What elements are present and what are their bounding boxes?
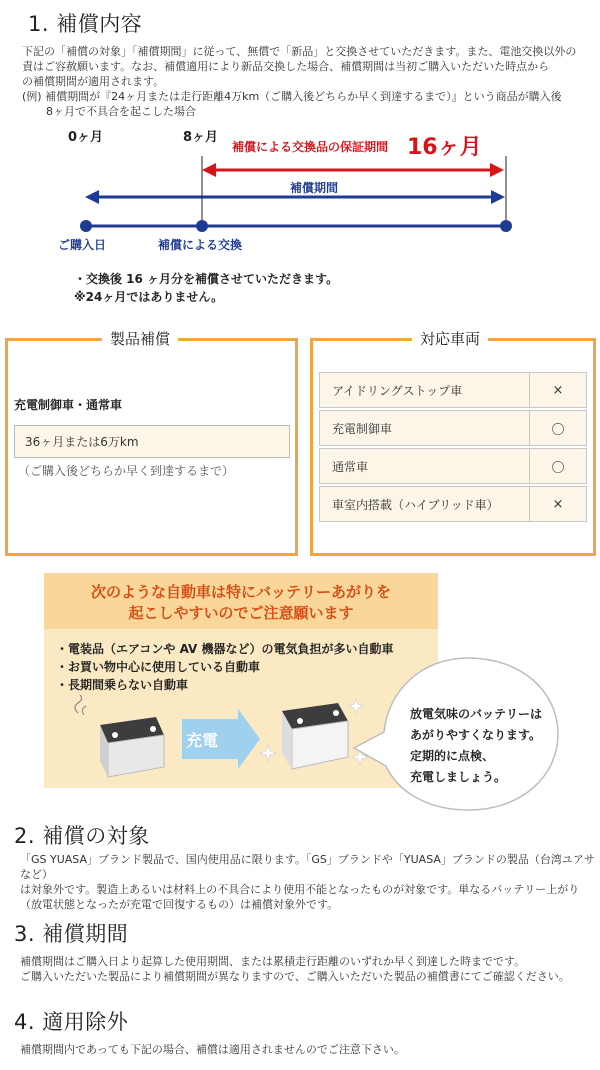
discharged-battery-icon [75, 695, 164, 777]
section-4-heading: 4. 適用除外 [14, 1010, 129, 1034]
end-dot [500, 220, 512, 232]
timeline-note-2: ※24ヶ月ではありません。 [74, 290, 224, 304]
vehicle-row [319, 448, 587, 484]
caution-item: ・お買い物中心に使用している自動車 [56, 660, 261, 674]
vehicles-table [319, 372, 587, 522]
product-value: 36ヶ月または6万km [14, 425, 290, 458]
text-line: 8ヶ月で不具合を起こした場合 [46, 105, 196, 118]
timeline-label-8: 8ヶ月 [183, 130, 219, 145]
product-warranty-title: 製品補償 [102, 328, 178, 349]
caution-heading-line: 次のような自動車は特にバッテリーあがりを [90, 583, 391, 601]
text-line: 下記の「補償の対象」「補償期間」に従って、無償で「新品」と交換させていただきます。また、電池交換以外の [22, 45, 577, 58]
product-subtitle: 充電制御車・通常車 [14, 398, 123, 412]
vehicle-mark: 〇 [551, 422, 565, 438]
section-4-paragraph [20, 1042, 595, 1057]
text-line: 補償期間はご購入日より起算した使用期間、または累積走行距離のいずれか早く到達した時までです。 [20, 955, 526, 968]
charge-label: 充電 [186, 731, 219, 750]
vehicle-name: 通常車 [320, 449, 530, 483]
vehicle-mark: × [552, 382, 564, 398]
timeline-note-1: ・交換後 16 ヶ月分を補償させていただきます。 [74, 272, 339, 286]
vehicle-name: アイドリングストップ車 [320, 373, 530, 407]
text-line: は対象外です。製造上あるいは材料上の不具合により使用不能となったものが対象です。単なるバッテリー上がり [20, 883, 580, 896]
section-2-heading: 2. 補償の対象 [14, 824, 150, 848]
section-3-paragraph [20, 954, 595, 984]
exchange-label: 補償による交換 [158, 238, 243, 252]
text-line: の補償期間が適用されます。 [22, 75, 165, 88]
purchase-label: ご購入日 [58, 238, 107, 252]
vehicle-row [319, 410, 587, 446]
warranty-label: 補償による交換品の保証期間 [232, 140, 389, 154]
caution-heading-line: 起こしやすいのでご注意願います [128, 604, 354, 622]
section-1-paragraph [22, 44, 582, 89]
vehicle-mark: × [552, 496, 564, 512]
bubble-line: 放電気味のバッテリーは [410, 707, 543, 721]
caution-item: ・電装品（エアコンや AV 機器など）の電気負担が多い自動車 [56, 642, 394, 656]
caution-item: ・長期間乗らない自動車 [56, 678, 189, 692]
section-2-paragraph [20, 852, 595, 912]
vehicle-mark: 〇 [551, 460, 565, 476]
caution-heading [44, 582, 438, 624]
vehicle-row [319, 372, 587, 408]
text-line: （放電状態となったが充電で回復するもの）は補償対象外です。 [20, 898, 339, 911]
section-3-heading: 3. 補償期間 [14, 922, 129, 946]
period-label: 補償期間 [290, 181, 339, 195]
exchange-dot [196, 220, 208, 232]
bubble-line: 充電しましょう。 [410, 770, 507, 784]
timeline-label-0: 0ヶ月 [68, 130, 104, 145]
example-text [22, 89, 582, 119]
warranty-arrow [202, 163, 504, 177]
purchase-dot [80, 220, 92, 232]
text-line: 「GS YUASA」ブランド製品で、国内使用品に限ります。「GS」ブランドや「YUASA」ブランドの製品（台湾ユアサなど） [20, 853, 595, 881]
product-note: （ご購入後どちらか早く到達するまで） [18, 464, 235, 478]
text-line: 補償期間内であっても下記の場合、補償は適用されませんのでご注意下さい。 [20, 1043, 405, 1056]
section-1-heading: 1. 補償内容 [28, 12, 143, 36]
bubble-line: 定期的に点検、 [410, 749, 495, 763]
text-line: ご購入いただいた製品により補償期間が異なりますので、ご購入いただいた製品の補償書にてご確認ください。 [20, 970, 570, 983]
vehicles-title: 対応車両 [412, 328, 488, 349]
text-line: (例) 補償期間が『24ヶ月または走行距離4万km（ご購入後どちらか早く到達するまで）』という商品が購入後 [22, 90, 562, 103]
bubble-line: あがりやすくなります。 [410, 728, 542, 742]
vehicle-name: 車室内搭載（ハイブリッド車） [320, 487, 530, 521]
vehicle-name: 充電制御車 [320, 411, 530, 445]
vehicle-row [319, 486, 587, 522]
speech-bubble-text [410, 704, 542, 788]
text-line: 責はご容赦願います。なお、補償適用により新品交換した場合、補償期間は当初ご購入いただいた時点から [22, 60, 550, 73]
warranty-value: 16ヶ月 [407, 135, 482, 160]
